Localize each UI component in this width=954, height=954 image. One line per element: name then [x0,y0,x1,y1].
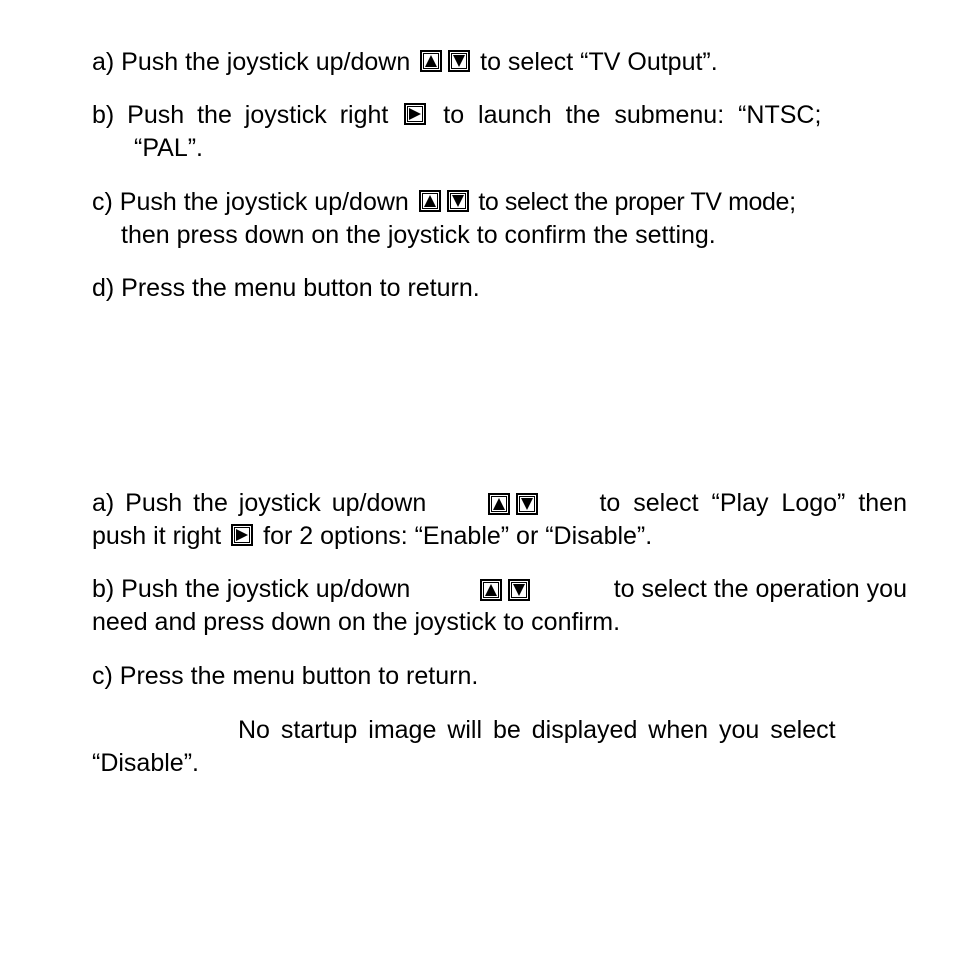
note-text: No startup image will be displayed when you select [238,716,836,744]
up-arrow-icon [419,190,441,212]
step-text: to select the proper TV mode; [471,188,796,216]
note-text: “Disable”. [92,749,199,777]
play-logo-step-b [92,573,907,639]
step-text: d) Press the menu button to return. [92,274,480,302]
play-logo-step-a [92,487,907,553]
play-logo-note [92,714,907,780]
step-text: to launch the submenu: “NTSC; [429,101,822,129]
step-line [92,520,907,553]
tv-output-step-b [92,99,907,132]
step-text: c) Push the joystick up/down [92,188,416,216]
up-arrow-icon [420,50,442,72]
arrow-keys [485,487,541,520]
up-arrow-icon [480,579,502,601]
step-text: b) Push the joystick right [92,101,402,129]
note-line [92,747,907,780]
step-text: need and press down on the joystick to confirm. [92,608,621,636]
step-text: to select “Play Logo” then [599,489,907,517]
right-arrow-icon [231,524,253,546]
step-text: for 2 options: “Enable” or “Disable”. [256,522,653,550]
tv-output-step-a [92,46,907,79]
step-text: a) Push the joystick up/down [92,48,418,76]
step-text: to select the operation you [599,575,907,603]
step-text: push it right [92,522,229,550]
play-logo-step-c [92,660,907,693]
down-arrow-icon [448,50,470,72]
down-arrow-icon [516,493,538,515]
up-arrow-icon [488,493,510,515]
step-text: b) Push the joystick up/down [92,575,411,603]
tv-output-step-c [92,186,922,219]
down-arrow-icon [447,190,469,212]
step-text: a) Push the joystick up/down [92,489,427,517]
right-arrow-icon [404,103,426,125]
tv-output-step-b-cont [134,132,949,165]
tv-output-step-c-cont [121,219,936,252]
note-line [92,714,907,747]
step-line [92,573,907,606]
step-line [92,606,907,639]
arrow-keys [477,573,533,606]
step-text: “PAL”. [134,134,203,162]
step-text: then press down on the joystick to confirm the setting. [121,221,716,249]
down-arrow-icon [508,579,530,601]
step-line [92,487,907,520]
tv-output-step-d [92,272,907,305]
step-text: c) Press the menu button to return. [92,662,479,690]
step-text: to select “TV Output”. [473,48,718,76]
